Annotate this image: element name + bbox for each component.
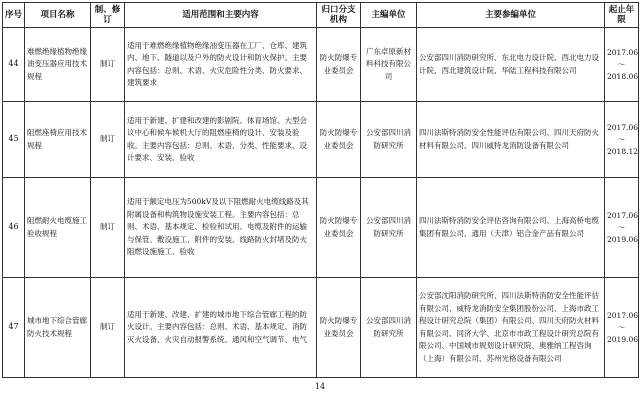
row-name: 阻燃耐火电缆施工验收规程 bbox=[25, 178, 91, 278]
period-sep: ～ bbox=[617, 59, 626, 69]
page-number: 14 bbox=[314, 382, 326, 391]
row-no: 47 bbox=[3, 278, 25, 378]
row-participants: 公安部四川消防研究所、东北电力设计院、西北电力设计院、西北建筑设计院、华陆工程科技有限公司 bbox=[417, 28, 605, 102]
header-scope: 适用范围和主要内容 bbox=[125, 3, 317, 28]
header-committee: 归口分支机构 bbox=[317, 3, 361, 28]
table-row bbox=[3, 178, 639, 278]
row-name: 阻燃座椅应用技术规程 bbox=[25, 102, 91, 178]
header-no: 序号 bbox=[3, 3, 25, 28]
period-end: 2018.12 bbox=[607, 146, 639, 156]
row-chief: 公安部四川消防研究所 bbox=[361, 178, 417, 278]
row-chief: 公安部四川消防研究所 bbox=[361, 102, 417, 178]
header-chief: 主编单位 bbox=[361, 3, 417, 28]
row-no: 44 bbox=[3, 28, 25, 102]
row-scope: 适用于新建、改建、扩建的城市地下综合管廊工程的防火设计。主要内容包括：总则、术语、基本规定、消防灭火设备、火灾自动报警系统、通风和空气调节、电气 bbox=[125, 278, 317, 378]
period-end: 2019.06 bbox=[607, 234, 639, 244]
period-end: 2019.06 bbox=[607, 334, 639, 344]
row-committee: 防火防爆专业委员会 bbox=[317, 28, 361, 102]
table-row bbox=[3, 102, 639, 178]
table-row bbox=[3, 28, 639, 102]
header-participants: 主要参编单位 bbox=[417, 3, 605, 28]
row-participants: 四川法斯特消防安全评估咨询有限公司、上海高桥电缆集团有限公司、通用（天津）铝合金产品有限公司 bbox=[417, 178, 605, 278]
row-scope: 适用于新建、扩建和改建的影剧院、体育场馆、大型会议中心和候车候机大厅的阻燃座椅的设计、安装及验收。主要内容包括：总则、术语、分类、性能要求、设计要求、安装、验收 bbox=[125, 102, 317, 178]
row-scope: 适用于难燃绝缘植物绝缘油变压器在工厂、仓库、建筑内、地下、隧道以及户外的防火设计和防火保护。主要内容包括：总则、术语、火灾危险性分类、防火要求、建筑要求 bbox=[125, 28, 317, 102]
project-table bbox=[2, 2, 639, 378]
period-start: 2017.06 bbox=[607, 210, 639, 220]
row-name: 难燃绝缘植物绝缘油变压器应用技术规程 bbox=[25, 28, 91, 102]
header-row bbox=[3, 3, 639, 28]
header-period: 起止年限 bbox=[605, 3, 639, 28]
period-sep: ～ bbox=[617, 134, 626, 144]
period-start: 2017.06 bbox=[607, 310, 639, 320]
header-name: 项目名称 bbox=[25, 3, 91, 28]
row-type: 制订 bbox=[91, 102, 125, 178]
row-name: 城市地下综合管廊防火技术规程 bbox=[25, 278, 91, 378]
period-sep: ～ bbox=[617, 222, 626, 232]
row-chief: 公安部四川消防研究所 bbox=[361, 278, 417, 378]
table-row bbox=[3, 278, 639, 378]
row-type: 制订 bbox=[91, 178, 125, 278]
row-type: 制订 bbox=[91, 278, 125, 378]
period-end: 2018.06 bbox=[607, 71, 639, 81]
row-participants: 四川法斯特消防安全性能评估有限公司、四川天府防火材料有限公司、四川威特龙消防设备有限公司 bbox=[417, 102, 605, 178]
row-type: 制订 bbox=[91, 28, 125, 102]
row-committee: 防火防爆专业委员会 bbox=[317, 102, 361, 178]
row-chief: 广东卓原新材料科技有限公司 bbox=[361, 28, 417, 102]
period-start: 2017.06 bbox=[607, 122, 639, 132]
row-period bbox=[605, 28, 639, 102]
row-period bbox=[605, 278, 639, 378]
row-no: 45 bbox=[3, 102, 25, 178]
row-participants: 公安部沈阳消防研究所、四川法斯特消防安全性能评估有限公司、威特龙消防安全集团股份公司、上海市政工程设计研究总院（集团）有限公司、四川天府防火材料有限公司、同济大学、北京市市政工程设计研究总院有限公司、中国城市规划设计研究院、奥雅纳工程咨询（上海）有限公司、苏州光格设备有限公司 bbox=[417, 278, 605, 378]
row-committee: 防火防爆专业委员会 bbox=[317, 278, 361, 378]
row-committee: 防火防爆专业委员会 bbox=[317, 178, 361, 278]
header-type: 制、修订 bbox=[91, 3, 125, 28]
row-period bbox=[605, 102, 639, 178]
period-sep: ～ bbox=[617, 322, 626, 332]
row-scope: 适用于额定电压为500kV及以下阻燃耐火电缆线路及其附属设备和构筑物设施安装工程。主要内容包括：总则、术语、基本规定、检验和试用、电缆及附件的运输与保管、敷设施工、附件的安装、线路防火封堵及防火阻燃设施施工、验收 bbox=[125, 178, 317, 278]
period-start: 2017.06 bbox=[607, 47, 639, 57]
row-no: 46 bbox=[3, 178, 25, 278]
row-period bbox=[605, 178, 639, 278]
